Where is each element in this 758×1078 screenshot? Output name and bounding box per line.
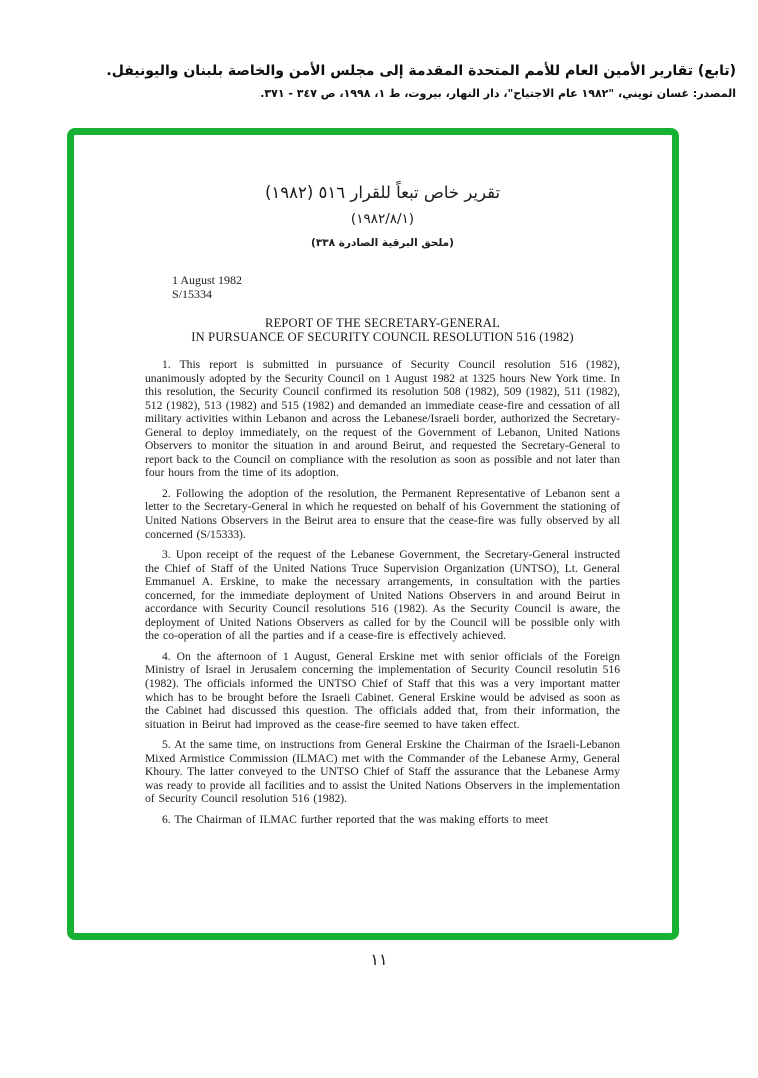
arabic-report-date: (١٩٨٢/٨/١) xyxy=(350,211,415,227)
document-date: 1 August 1982 xyxy=(172,273,243,287)
document-symbol: S/15334 xyxy=(172,286,213,301)
document-meta xyxy=(172,274,620,301)
page-number: ١١ xyxy=(370,950,388,969)
paragraph-2: 2. Following the adoption of the resolution, the Permanent Representative of Lebanon sent a letter to the Secretary-General in which he requested on behalf of his Government the stationing of United Nations Observers in the Beirut area to ensure that the cease-fire was fully observed by all concerned (S/15333). xyxy=(145,486,620,541)
paragraph-5: 5. At the same time, on instructions from General Erskine the Chairman of the Israeli-Lebanon Mixed Armistice Commission (ILMAC) met with the Commander of the Lebanese Army, General Khoury. The latter conveyed to the UNTSO Chief of Staff the assurance that the Lebanese Army was ready to provide all facilities and to assist the United Nations Observers in the implementation of Security Council resolution 516 (1982). xyxy=(145,738,620,806)
paragraph-4: 4. On the afternoon of 1 August, General Erskine met with senior officials of the Foreign Ministry of Israel in Jerusalem concerning the implementation of Security Council resolutin 516 (1982). The officials informed the UNTSO Chief of Staff that this was a very important matter which has to be brought before the Israeli Cabinet. General Erskine would be advised as soon as the Cabinet had discussed this question. The officials added that, from their information, the situation in Beirut had improved as the cease-fire seemed to have taken effect. xyxy=(145,649,620,731)
paragraph-1: 1. This report is submitted in pursuance of Security Council resolution 516 (1982), unanimously adopted by the Security Council on 1 August 1982 at 1325 hours New York time. In this resolution, the Security Council confirmed its resolution 508 (1982), 509 (1982), 511 (1982), 512 (1982), 513 (1982) and 515 (1982) and demanded an immediate cease-fire and cessation of all military activities within Lebanon and across the Lebanese/Israeli border, authorized the Secretary-General to deploy immediately, on the request of the Government of Lebanon, United Nations Observers to monitor the situation in and around Beirut, and requested the Secretary-General to report back to the Council on compliance with the resolution as soon as possible and not later than four hours from the time of its adoption. xyxy=(145,358,620,480)
report-title-line1: REPORT OF THE SECRETARY-GENERAL xyxy=(265,316,500,330)
page-header-arabic xyxy=(20,62,736,101)
document-page xyxy=(74,135,672,933)
report-title-line2: IN PURSUANCE OF SECURITY COUNCIL RESOLUTION 516 (1982) xyxy=(191,330,574,344)
arabic-cable-note: (ملحق البرقية الصادرة ٣٣٨) xyxy=(311,237,454,249)
header-continuation-line: (تابع) تقارير الأمين العام للأمم المتحدة المقدمة إلى مجلس الأمن والخاصة بلبنان واليونيفل. xyxy=(106,63,736,79)
report-title xyxy=(145,316,620,344)
report-body xyxy=(145,358,620,827)
document-scan-frame xyxy=(67,128,679,940)
header-source-line: المصدر: غسان تويني، "١٩٨٢ عام الاجتياح"، دار النهار، بيروت، ط ١، ١٩٩٨، ص ٣٤٧ - ٣٧١. xyxy=(260,87,736,100)
paragraph-3: 3. Upon receipt of the request of the Lebanese Government, the Secretary-General instructed the Chief of Staff of the United Nations Truce Supervision Organization (UNTSO), Lt. General Emmanuel A. Erskine, to make the necessary arrangements, in consultation with the parties concerned, for the immediate deployment of United Nations Observers in and around Beirut in accordance with Security Council resolutions 516 (1982). As the Security Council is aware, the deployment of United Nations Observers as called for by the Council will be possible only with the co-operation of all the parties and if a cease-fire is effectively achieved. xyxy=(145,548,620,643)
arabic-report-title: تقرير خاص تبعاً للقرار ٥١٦ (١٩٨٢) xyxy=(264,183,501,202)
paragraph-6: 6. The Chairman of ILMAC further reported that the was making efforts to meet xyxy=(162,812,549,826)
arabic-title-block xyxy=(145,182,620,250)
